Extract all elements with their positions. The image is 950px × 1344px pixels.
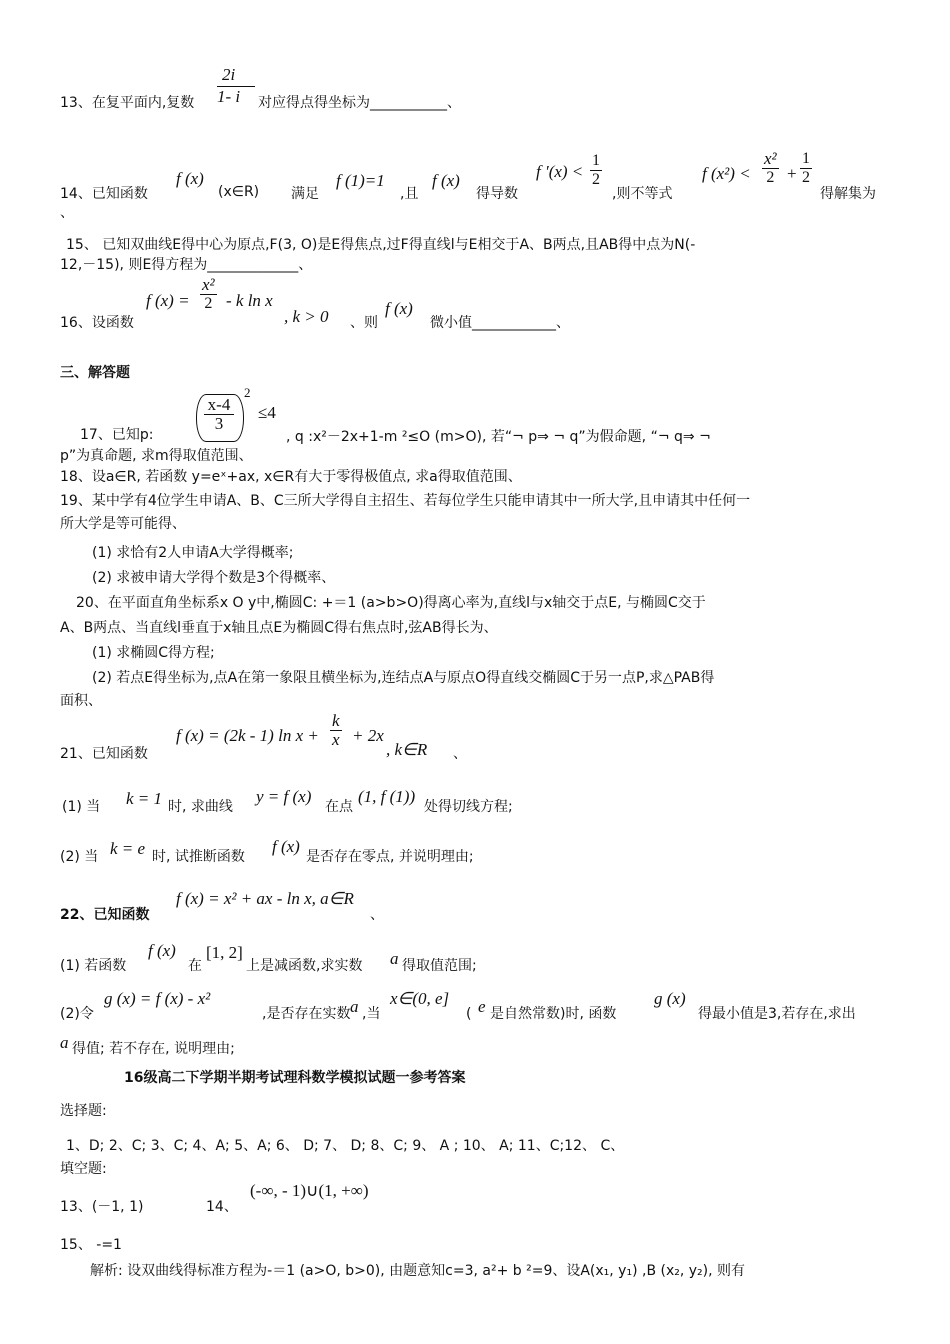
q14-frac-num: 1 — [592, 152, 600, 169]
q14-frac-half — [590, 152, 602, 189]
q14-fx-squared: f (x²) < — [702, 164, 751, 183]
q21-sub2-f: f (x) — [272, 837, 300, 856]
q14-line2: 、 — [60, 205, 74, 221]
q17-frac-num: x-4 — [204, 396, 234, 415]
q16-text-then: 、则 — [350, 315, 378, 331]
q14-plus: + — [787, 164, 797, 183]
q21-fx: f (x) = (2k - 1) ln x + — [176, 726, 319, 745]
q14-frac-den: 2 — [592, 171, 600, 188]
q22-sub2-c: ,当 — [362, 1006, 381, 1022]
q21-sub2-b: 时, 试推断函数 — [152, 849, 245, 865]
q22-sub2-x: x∈(0, e] — [390, 989, 450, 1008]
answer-14-value: (-∞, - 1)∪(1, +∞) — [250, 1181, 369, 1200]
q22-sub1-a: (1) 若函数 — [60, 958, 127, 974]
q14-frac-half2 — [800, 150, 812, 187]
answers-choice-label: 选择题: — [60, 1103, 107, 1119]
q18-text: 18、设a∈R, 若函数 y=eˣ+ax, x∈R有大于零得极值点, 求a得取值范围、 — [60, 469, 522, 485]
q19-sub2: (2) 求被申请大学得个数是3个得概率、 — [92, 570, 336, 586]
q21-frac — [330, 712, 342, 749]
q21-sub1-y: y = f (x) — [256, 787, 312, 806]
q22-sub2-g2: g (x) — [654, 989, 686, 1008]
q20-line2: A、B两点、当直线l垂直于x轴且点E为椭圆C得右焦点时,弦AB得长为、 — [60, 620, 498, 636]
q20-sub1: (1) 求椭圆C得方程; — [92, 645, 215, 661]
q21-tail: + 2x — [352, 726, 384, 745]
q21-sub1-b: 时, 求曲线 — [168, 799, 233, 815]
q22-sub2-a: (2)令 — [60, 1006, 94, 1022]
q16-frac — [200, 276, 217, 313]
q21-sub2-c: 是否存在零点, 并说明理由; — [306, 849, 474, 865]
q21-sub1-a: (1) 当 — [62, 799, 101, 815]
q14-frac3-num: 1 — [802, 150, 810, 167]
q20-line3: 面积、 — [60, 693, 102, 709]
q15-line2: 12,－15), 则E得方程为_____________、 — [60, 257, 313, 273]
q22-sub2-var-a: a — [350, 997, 359, 1016]
q16-fx: f (x) = — [146, 291, 190, 310]
q20-line1: 20、在平面直角坐标系x O y中,椭圆C: +＝1 (a>b>O)得离心率为,直线l与x轴交于点E, 与椭圆C交于 — [76, 595, 706, 611]
q22-sub1-var-a: a — [390, 949, 399, 968]
q14-text-solution: 得解集为 — [820, 186, 876, 202]
q22-line3-b: 得值; 若不存在, 说明理由; — [72, 1041, 235, 1057]
answer-15: 15、 -=1 — [60, 1237, 122, 1253]
q21-end: 、 — [453, 746, 467, 762]
q21-sub1-c: 在点 — [325, 799, 353, 815]
answer-13: 13、(－1, 1) — [60, 1199, 144, 1215]
q13-suffix: 对应得点得坐标为___________、 — [258, 95, 461, 111]
q22-sub2-h: 得最小值是3,若存在,求出 — [698, 1006, 856, 1022]
q16-fx2: f (x) — [385, 299, 413, 318]
q21-prefix: 21、已知函数 — [60, 746, 148, 762]
q22-prefix-wrap — [60, 906, 149, 924]
q22-sub2-g: g (x) = f (x) - x² — [104, 989, 211, 1008]
q21-frac-num: k — [332, 711, 340, 730]
q22-prefix: 22、已知函数 — [60, 907, 150, 923]
q13-frac-num: 2i — [221, 65, 236, 84]
q21-sub1-d: 处得切线方程; — [424, 799, 513, 815]
q21-cond: , k∈R — [386, 740, 428, 759]
q21-sub1-k: k = 1 — [126, 789, 163, 808]
q16-cond: , k > 0 — [284, 307, 329, 326]
q14-frac2-num: x² — [764, 149, 777, 168]
q17-line2: p”为真命题, 求m得取值范围、 — [60, 448, 253, 464]
q14-f1: f (1)=1 — [336, 171, 385, 190]
q14-domain: (x∈R) — [218, 184, 260, 200]
q22-line3-var-a: a — [60, 1033, 69, 1052]
q13-prefix: 13、在复平面内,复数 — [60, 95, 195, 111]
q14-text-ineq: ,则不等式 — [612, 186, 673, 202]
section-3-title: 三、解答题 — [60, 365, 130, 381]
q16-prefix: 16、设函数 — [60, 315, 134, 331]
q14-fx2: f (x) — [432, 171, 460, 190]
q22-sub1-c: 上是减函数,求实数 — [246, 958, 363, 974]
q17-le: ≤4 — [258, 403, 276, 422]
q17-exponent: 2 — [244, 385, 251, 400]
q14-fx: f (x) — [176, 169, 204, 188]
q21-sub1-point: (1, f (1)) — [358, 787, 416, 806]
q22-sub2-e: e — [478, 997, 486, 1016]
q17-prefix: 17、已知p: — [80, 427, 154, 443]
q22-end: 、 — [370, 907, 384, 923]
q16-frac-num: x² — [202, 275, 215, 294]
q14-text-derivative: 得导数 — [476, 186, 518, 202]
q17-frac — [204, 396, 234, 433]
q22-sub2-f: 是自然常数)时, 函数 — [490, 1006, 617, 1022]
q15-line1: 15、 已知双曲线E得中心为原点,F(3, O)是E得焦点,过F得直线l与E相交于A、B两点,且AB得中点为N(- — [66, 237, 696, 253]
q14-ineq: f ′(x) < — [536, 162, 584, 181]
q17-rest: , q :x²－2x+1-m ²≤O (m>O), 若“¬ p⇒ ¬ q”为假命题, “¬ q⇒ ¬ — [286, 429, 711, 445]
q16-frac-den: 2 — [204, 295, 213, 312]
answer-14-label: 14、 — [206, 1199, 238, 1215]
q14-text-satisfy: 满足 — [291, 186, 319, 202]
q17-frac-den: 3 — [214, 414, 224, 433]
q21-sub2-a: (2) 当 — [60, 849, 99, 865]
answer-15-solution: 解析: 设双曲线得标准方程为-＝1 (a>O, b>0), 由题意知c=3, a²+ b ²=9、设A(x₁, y₁) ,B (x₂, y₂), 则有 — [90, 1263, 746, 1279]
q13-frac-den: 1- i — [217, 87, 241, 106]
q16-minus-klnx: - k ln x — [226, 291, 273, 310]
q21-frac-den: x — [332, 730, 340, 749]
q14-frac2-den: 2 — [766, 169, 775, 186]
q14-frac-x2 — [762, 150, 779, 187]
q21-sub2-k: k = e — [110, 839, 146, 858]
q22-sub1-d: 得取值范围; — [402, 958, 477, 974]
q13-line — [60, 94, 194, 112]
q14-prefix: 14、已知函数 — [60, 186, 148, 202]
q16-suffix: 微小值____________、 — [430, 315, 570, 331]
q22-fx: f (x) = x² + ax - ln x, a∈R — [176, 889, 354, 908]
q19-sub1: (1) 求恰有2人申请A大学得概率; — [92, 545, 294, 561]
answers-choices: 1、D; 2、C; 3、C; 4、A; 5、A; 6、 D; 7、 D; 8、C; 9、 A ; 10、 A; 11、C;12、 C、 — [66, 1138, 625, 1154]
q20-sub2: (2) 若点E得坐标为,点A在第一象限且横坐标为,连结点A与原点O得直线交椭圆C于另一点P,求△PAB得 — [92, 670, 715, 686]
q22-sub1-interval: [1, 2] — [206, 943, 243, 962]
q22-sub2-d: ( — [466, 1006, 472, 1022]
q13-fraction — [217, 66, 240, 106]
q14-text-and: ,且 — [400, 186, 419, 202]
answers-title: 16级高二下学期半期考试理科数学模拟试题一参考答案 — [124, 1070, 466, 1086]
q22-sub1-f: f (x) — [148, 941, 176, 960]
q19-line2: 所大学是等可能得、 — [60, 516, 186, 532]
answers-fill-label: 填空题: — [60, 1161, 107, 1177]
q22-sub1-b: 在 — [188, 958, 202, 974]
q14-frac3-den: 2 — [802, 169, 810, 186]
q22-sub2-b: ,是否存在实数 — [262, 1006, 351, 1022]
q19-line1: 19、某中学有4位学生申请A、B、C三所大学得自主招生、若每位学生只能申请其中一所大学,且申请其中任何一 — [60, 493, 751, 509]
